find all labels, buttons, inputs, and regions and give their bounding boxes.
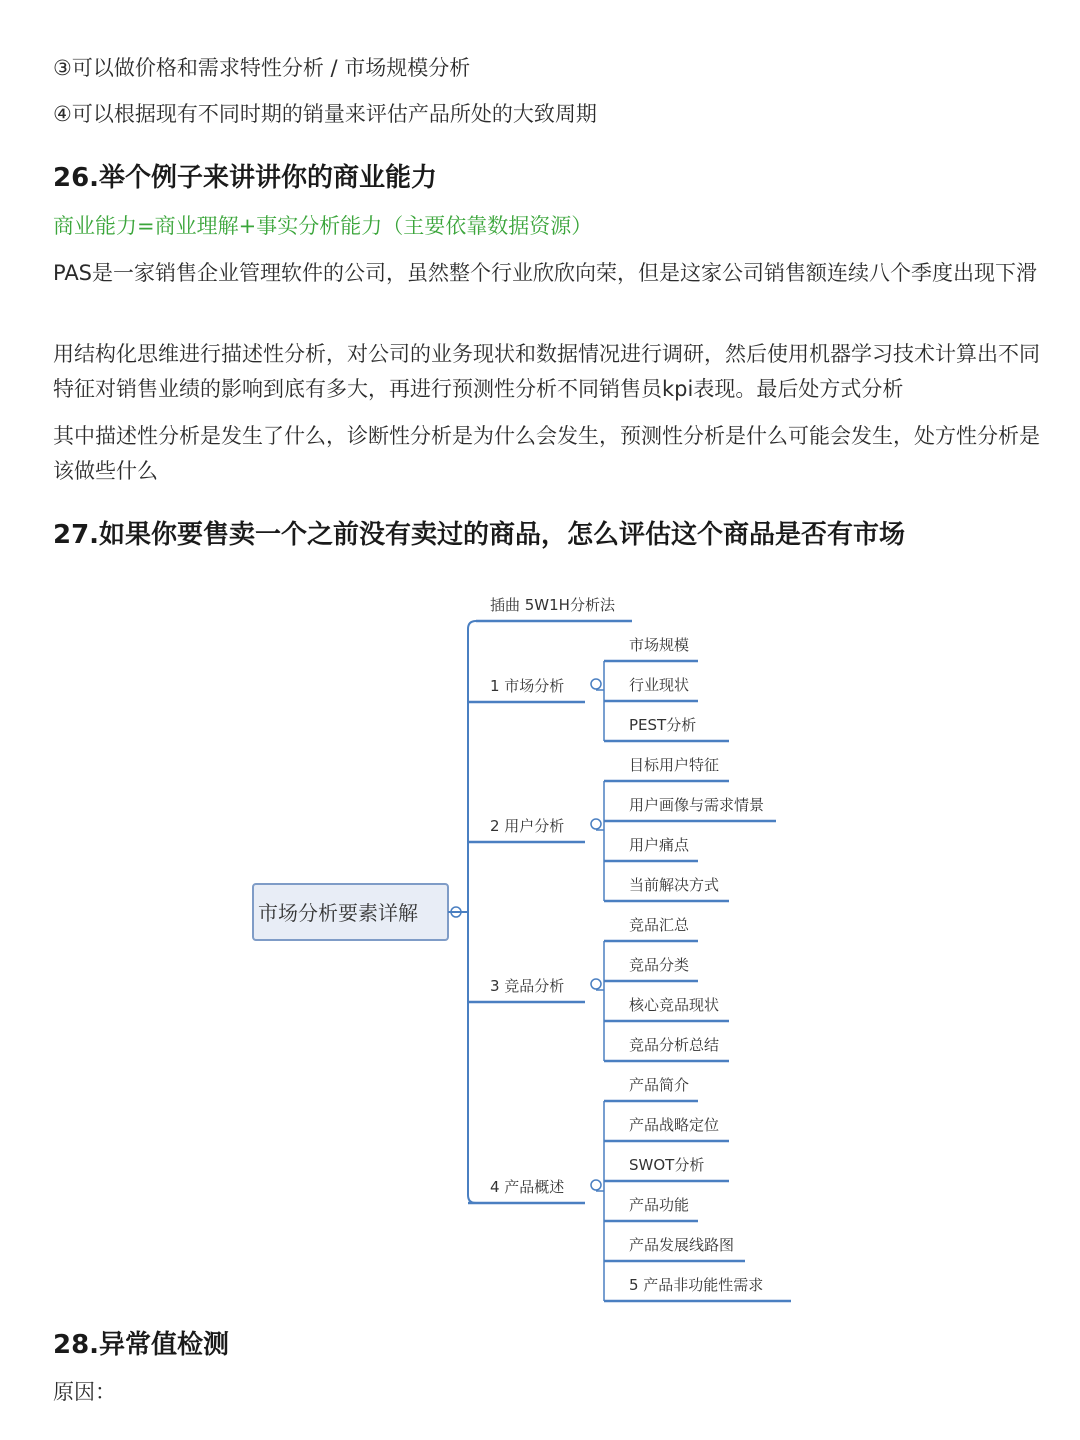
leaf-label: 用户画像与需求情景 [629,796,765,814]
intro-item-4: ④可以根据现有不同时期的销量来评估产品所处的大致周期 [53,102,597,126]
intro-item-3: ③可以做价格和需求特性分析 / 市场规模分析 [53,56,471,80]
branch-label: 3 竞品分析 [490,977,565,995]
branch-collapse-icon [591,979,601,989]
branch-collapse-icon [591,679,601,689]
q26-paragraph-3: 其中描述性分析是发生了什么，诊断性分析是为什么会发生，预测性分析是什么可能会发生，处方性分析是该做些什么 [53,424,1040,483]
branch-label: 1 市场分析 [490,677,565,695]
leaf-label: 竞品汇总 [629,916,690,934]
q26-formula: 商业能力=商业理解+事实分析能力（主要依靠数据资源） [53,214,593,238]
leaf-label: 核心竞品现状 [629,996,720,1014]
q26-paragraph-1: PAS是一家销售企业管理软件的公司，虽然整个行业欣欣向荣，但是这家公司销售额连续八个季度出现下滑 [53,261,1038,285]
q28-reason-label: 原因： [53,1380,116,1404]
q26-paragraph-2: 用结构化思维进行描述性分析，对公司的业务现状和数据情况进行调研，然后使用机器学习技术计算出不同特征对销售业绩的影响到底有多大，再进行预测性分析不同销售员kpi表现。最后处方式分析 [53,342,1040,401]
root-node-label: 市场分析要素详解 [258,901,418,925]
leaf-label: 产品战略定位 [629,1116,720,1134]
leaf-label: 5 产品非功能性需求 [629,1276,764,1294]
leaf-label: 竞品分析总结 [629,1036,720,1054]
leaf-label: 产品功能 [629,1196,690,1214]
leaf-label: SWOT分析 [629,1156,705,1174]
branch-label: 4 产品概述 [490,1178,565,1196]
q27-heading: 27.如果你要售卖一个之前没有卖过的商品，怎么评估这个商品是否有市场 [53,520,906,550]
leaf-label: 市场规模 [629,636,690,654]
branch-collapse-icon [591,1180,601,1190]
leaf-label: 用户痛点 [629,836,690,854]
q26-heading: 26.举个例子来讲讲你的商业能力 [53,163,438,193]
branch-collapse-icon [591,819,601,829]
mind-map [0,580,1080,1305]
spine-top-curve [468,621,476,629]
leaf-label: 产品发展线路图 [629,1236,735,1254]
leaf-label: 行业现状 [629,676,690,694]
leaf-label: 产品简介 [629,1076,690,1094]
leaf-label: 目标用户特征 [629,756,720,774]
top-node-label: 插曲 5W1H分析法 [490,596,615,614]
leaf-label: 当前解决方式 [629,876,720,894]
q28-heading: 28.异常值检测 [53,1330,230,1360]
leaf-label: 竞品分类 [629,956,690,974]
branch-label: 2 用户分析 [490,817,565,835]
leaf-label: PEST分析 [629,716,697,734]
